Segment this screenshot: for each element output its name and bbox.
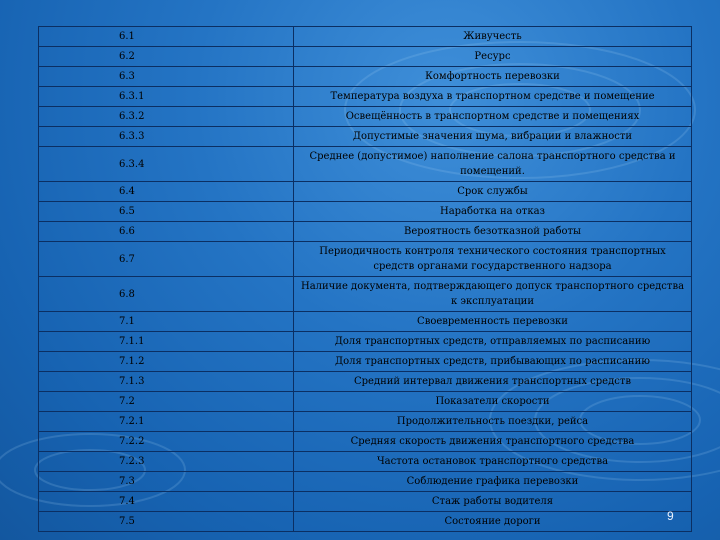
row-number: 7.1.3 bbox=[39, 372, 294, 392]
table-row bbox=[39, 452, 692, 472]
row-indicator-name: Комфортность перевозки bbox=[294, 67, 692, 87]
row-number: 6.3.2 bbox=[39, 107, 294, 127]
row-indicator-name: Среднее (допустимое) наполнение салона транспортного средства и помещений. bbox=[294, 147, 692, 182]
table-row bbox=[39, 182, 692, 202]
table-row bbox=[39, 472, 692, 492]
page-number: 9 bbox=[667, 509, 674, 523]
table-row bbox=[39, 412, 692, 432]
table-row bbox=[39, 312, 692, 332]
row-number: 6.3 bbox=[39, 67, 294, 87]
table-row bbox=[39, 127, 692, 147]
row-number: 7.5 bbox=[39, 512, 294, 532]
row-number: 6.6 bbox=[39, 222, 294, 242]
row-number: 6.8 bbox=[39, 277, 294, 312]
table-row bbox=[39, 392, 692, 412]
table-row bbox=[39, 492, 692, 512]
row-number: 6.5 bbox=[39, 202, 294, 222]
table-row bbox=[39, 432, 692, 452]
row-indicator-name: Доля транспортных средств, отправляемых по расписанию bbox=[294, 332, 692, 352]
row-number: 7.1 bbox=[39, 312, 294, 332]
row-indicator-name: Частота остановок транспортного средства bbox=[294, 452, 692, 472]
row-number: 7.2.2 bbox=[39, 432, 294, 452]
row-indicator-name: Периодичность контроля технического состояния транспортных средств органами государственного надзора bbox=[294, 242, 692, 277]
table-row bbox=[39, 47, 692, 67]
row-indicator-name: Своевременность перевозки bbox=[294, 312, 692, 332]
indicator-table bbox=[38, 26, 692, 532]
row-indicator-name: Наработка на отказ bbox=[294, 202, 692, 222]
row-indicator-name: Наличие документа, подтверждающего допуск транспортного средства к эксплуатации bbox=[294, 277, 692, 312]
row-indicator-name: Продолжительность поездки, рейса bbox=[294, 412, 692, 432]
row-indicator-name: Освещённость в транспортном средстве и помещениях bbox=[294, 107, 692, 127]
table-row bbox=[39, 87, 692, 107]
row-indicator-name: Средний интервал движения транспортных средств bbox=[294, 372, 692, 392]
row-indicator-name: Доля транспортных средств, прибывающих по расписанию bbox=[294, 352, 692, 372]
table-row bbox=[39, 372, 692, 392]
row-number: 6.3.4 bbox=[39, 147, 294, 182]
row-indicator-name: Средняя скорость движения транспортного средства bbox=[294, 432, 692, 452]
table-row bbox=[39, 512, 692, 532]
table-row bbox=[39, 202, 692, 222]
table-row bbox=[39, 107, 692, 127]
row-number: 7.1.2 bbox=[39, 352, 294, 372]
row-indicator-name: Ресурс bbox=[294, 47, 692, 67]
row-number: 6.3.3 bbox=[39, 127, 294, 147]
row-indicator-name: Температура воздуха в транспортном средстве и помещение bbox=[294, 87, 692, 107]
table-row bbox=[39, 27, 692, 47]
table-row bbox=[39, 352, 692, 372]
row-indicator-name: Вероятность безотказной работы bbox=[294, 222, 692, 242]
table-row bbox=[39, 332, 692, 352]
row-indicator-name: Срок службы bbox=[294, 182, 692, 202]
row-indicator-name: Стаж работы водителя bbox=[294, 492, 692, 512]
row-number: 6.3.1 bbox=[39, 87, 294, 107]
table-row bbox=[39, 277, 692, 312]
row-number: 6.7 bbox=[39, 242, 294, 277]
row-indicator-name: Живучесть bbox=[294, 27, 692, 47]
row-indicator-name: Соблюдение графика перевозки bbox=[294, 472, 692, 492]
table-row bbox=[39, 242, 692, 277]
row-number: 6.4 bbox=[39, 182, 294, 202]
row-number: 7.2.3 bbox=[39, 452, 294, 472]
row-indicator-name: Допустимые значения шума, вибрации и влажности bbox=[294, 127, 692, 147]
table-row bbox=[39, 222, 692, 242]
row-number: 7.2.1 bbox=[39, 412, 294, 432]
row-number: 7.4 bbox=[39, 492, 294, 512]
row-number: 7.3 bbox=[39, 472, 294, 492]
row-indicator-name: Показатели скорости bbox=[294, 392, 692, 412]
row-number: 6.1 bbox=[39, 27, 294, 47]
row-number: 7.1.1 bbox=[39, 332, 294, 352]
row-number: 6.2 bbox=[39, 47, 294, 67]
row-number: 7.2 bbox=[39, 392, 294, 412]
row-indicator-name: Состояние дороги bbox=[294, 512, 692, 532]
table-row bbox=[39, 67, 692, 87]
table-row bbox=[39, 147, 692, 182]
